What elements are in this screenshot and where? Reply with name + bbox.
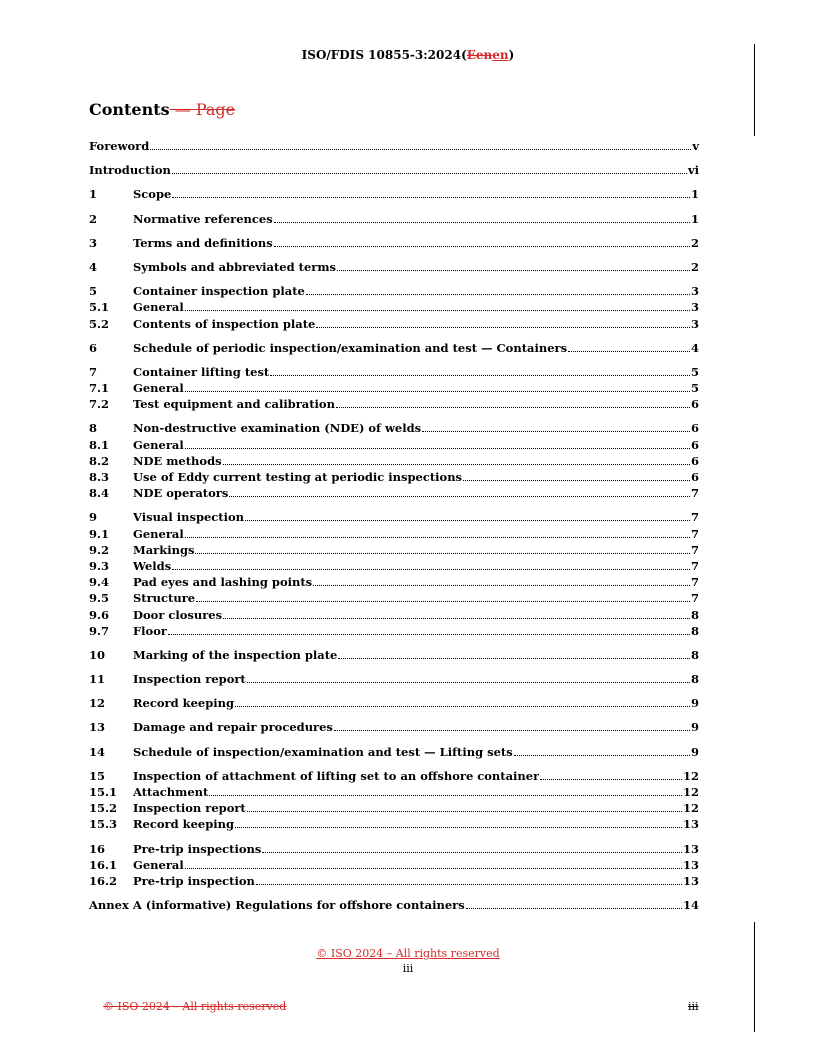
toc-dot-leader [223, 463, 690, 465]
toc-dot-leader [235, 705, 690, 707]
toc-dot-leader [247, 810, 682, 812]
toc-entry-page: 14 [682, 898, 699, 913]
toc-entry[interactable] [89, 719, 699, 735]
toc-entry-title: Marking of the inspection plate [133, 647, 338, 662]
inserted-language-code: en [492, 48, 509, 62]
toc-dot-leader [274, 221, 690, 223]
toc-dot-leader [334, 729, 690, 731]
toc-entry-number: 8 [89, 421, 98, 436]
toc-entry[interactable] [89, 768, 699, 784]
footer-copyright-deleted: © ISO 2024 – All rights reserved [103, 1000, 287, 1013]
toc-entry-page: 7 [690, 510, 699, 525]
toc-entry-number: 15.3 [89, 817, 118, 832]
toc-entry-page: 6 [690, 437, 699, 452]
toc-entry-title: General [133, 381, 184, 396]
toc-entry-title: Container lifting test [133, 364, 270, 379]
toc-entry-number: 15.1 [89, 785, 118, 799]
toc-entry[interactable] [89, 558, 699, 574]
toc-entry[interactable] [89, 469, 699, 485]
toc-entry-title: Pre-trip inspections [133, 841, 262, 856]
toc-entry[interactable] [89, 623, 699, 639]
toc-entry-page: 3 [690, 300, 699, 315]
document-id: ISO/FDIS 10855-3:2024( [301, 48, 467, 62]
toc-entry[interactable] [89, 509, 699, 525]
header-close-paren: ) [508, 48, 515, 62]
toc-entry-number: 9.5 [89, 591, 110, 606]
toc-entry[interactable] [89, 138, 699, 154]
toc-entry-number: 1 [89, 187, 98, 202]
toc-entry[interactable] [89, 316, 699, 332]
toc-entry-title: Inspection report [133, 672, 246, 687]
toc-entry-number: 6 [89, 340, 98, 355]
toc-entry[interactable] [89, 607, 699, 623]
toc-spacer [89, 736, 699, 744]
toc-entry-page: 1 [690, 187, 699, 202]
toc-dot-leader [196, 600, 690, 602]
toc-spacer [89, 154, 699, 162]
table-of-contents [89, 138, 699, 913]
toc-spacer [89, 203, 699, 211]
toc-spacer [89, 178, 699, 186]
toc-dot-leader [463, 479, 690, 481]
toc-dot-leader [514, 754, 690, 756]
toc-entry-page: 2 [690, 235, 699, 250]
footer-page-number-deleted: iii [688, 1000, 699, 1013]
deleted-language-code: Een [466, 48, 493, 62]
contents-title: Contents [89, 100, 170, 119]
toc-entry[interactable] [89, 420, 699, 436]
toc-entry[interactable] [89, 340, 699, 356]
toc-dot-leader [247, 681, 690, 683]
toc-dot-leader [235, 826, 682, 828]
toc-entry-page: 3 [690, 316, 699, 331]
toc-entry-number: 9.2 [89, 542, 110, 557]
toc-dot-leader [337, 269, 690, 271]
toc-dot-leader [185, 536, 690, 538]
toc-entry-title: Annex A (informative) Regulations for offshore containers [89, 898, 465, 913]
toc-entry[interactable] [89, 364, 699, 380]
toc-entry-number: 16.1 [89, 857, 118, 872]
toc-spacer [89, 227, 699, 235]
toc-entry[interactable] [89, 437, 699, 453]
toc-entry-number: 5.1 [89, 300, 110, 315]
toc-spacer [89, 251, 699, 259]
toc-entry-page: 7 [690, 591, 699, 606]
toc-entry-title: Pre-trip inspection [133, 873, 255, 888]
toc-entry[interactable] [89, 647, 699, 663]
toc-entry-title: NDE methods [133, 453, 222, 468]
toc-entry-number: 13 [89, 720, 106, 735]
toc-entry[interactable] [89, 695, 699, 711]
toc-entry[interactable] [89, 671, 699, 687]
toc-entry-page: v [692, 139, 699, 153]
toc-entry-title: Record keeping [133, 817, 235, 832]
toc-entry[interactable] [89, 526, 699, 542]
toc-dot-leader [172, 172, 687, 174]
toc-entry-title: Contents of inspection plate [133, 316, 316, 331]
toc-spacer [89, 356, 699, 364]
toc-entry-title: Damage and repair procedures [133, 720, 333, 735]
toc-entry[interactable] [89, 453, 699, 469]
deleted-page-label: — Page [169, 100, 236, 119]
toc-entry-number: 8.2 [89, 453, 110, 468]
toc-entry-number: 8.3 [89, 470, 110, 484]
toc-entry-number: 7 [89, 364, 98, 379]
toc-spacer [89, 639, 699, 647]
toc-dot-leader [540, 778, 682, 780]
toc-entry-page: 4 [690, 340, 699, 355]
toc-spacer [89, 760, 699, 768]
toc-entry-page: 5 [690, 381, 699, 396]
toc-entry-number: 5.2 [89, 316, 110, 331]
toc-entry-page: 7 [690, 542, 699, 557]
toc-entry-title: Schedule of periodic inspection/examination and test — Containers [133, 340, 568, 355]
toc-spacer [89, 501, 699, 509]
toc-entry[interactable] [89, 897, 699, 913]
toc-entry-title: Terms and definitions [133, 235, 273, 250]
footer-page-number: iii [402, 962, 414, 975]
toc-entry-page: 9 [690, 720, 699, 735]
toc-entry-title: Record keeping [133, 696, 235, 711]
toc-entry-number: 4 [89, 259, 98, 274]
toc-entry-title: Non-destructive examination (NDE) of welds [133, 421, 422, 436]
toc-entry-page: 7 [690, 486, 699, 501]
toc-dot-leader [262, 851, 682, 853]
toc-entry-title: Scope [133, 187, 172, 202]
toc-entry[interactable] [89, 744, 699, 760]
toc-entry-page: 7 [690, 558, 699, 573]
toc-entry-page: vi [687, 163, 699, 178]
toc-spacer [89, 332, 699, 340]
toc-entry-page: 2 [690, 259, 699, 274]
toc-entry-title: Structure [133, 591, 196, 606]
toc-dot-leader [195, 552, 690, 554]
toc-entry-number: 8.1 [89, 437, 110, 452]
toc-dot-leader [168, 633, 690, 635]
toc-entry-number: 9.7 [89, 623, 110, 638]
toc-entry-page: 8 [690, 607, 699, 622]
toc-entry-page: 12 [682, 785, 699, 799]
toc-entry-title: Door closures [133, 607, 223, 622]
toc-dot-leader [313, 584, 690, 586]
toc-entry-number: 8.4 [89, 486, 110, 501]
toc-entry-page: 13 [682, 841, 699, 856]
toc-entry-number: 14 [89, 744, 106, 759]
toc-entry-page: 13 [682, 873, 699, 888]
toc-entry-number: 15.2 [89, 801, 118, 816]
toc-entry-title: Welds [133, 558, 172, 573]
toc-entry[interactable] [89, 283, 699, 299]
toc-entry-number: 9 [89, 510, 98, 525]
toc-entry-page: 9 [690, 744, 699, 759]
toc-entry-title: Attachment [133, 785, 209, 799]
toc-entry-number: 7.2 [89, 397, 110, 412]
toc-dot-leader [150, 148, 691, 150]
toc-entry[interactable] [89, 259, 699, 275]
toc-entry-number: 9.3 [89, 558, 110, 573]
toc-dot-leader [185, 867, 682, 869]
toc-entry[interactable] [89, 800, 699, 816]
toc-entry-title: NDE operators [133, 486, 229, 501]
toc-entry-number: 3 [89, 235, 98, 250]
toc-entry[interactable] [89, 485, 699, 501]
toc-entry-title: General [133, 526, 184, 541]
toc-entry-number: 12 [89, 696, 106, 711]
toc-entry-title: General [133, 300, 184, 315]
toc-entry-title: Symbols and abbreviated terms [133, 259, 336, 274]
toc-entry[interactable] [89, 816, 699, 832]
toc-entry-number: 15 [89, 768, 106, 783]
toc-entry-page: 12 [682, 768, 699, 783]
toc-dot-leader [338, 657, 690, 659]
toc-entry-page: 13 [682, 857, 699, 872]
toc-entry-title: Use of Eddy current testing at periodic inspections [133, 470, 463, 484]
toc-spacer [89, 663, 699, 671]
toc-entry-page: 7 [690, 575, 699, 590]
toc-entry-title: Visual inspection [133, 510, 245, 525]
toc-entry-page: 3 [690, 284, 699, 299]
contents-heading [89, 100, 235, 119]
toc-dot-leader [172, 568, 690, 570]
toc-entry-number: 9.4 [89, 575, 110, 590]
change-bar-bottom [754, 922, 755, 1032]
toc-dot-leader [466, 907, 682, 909]
toc-spacer [89, 687, 699, 695]
toc-entry-title: Normative references [133, 211, 273, 226]
change-bar-top [754, 44, 755, 136]
toc-entry-page: 6 [690, 470, 699, 484]
toc-dot-leader [229, 495, 690, 497]
toc-entry[interactable] [89, 211, 699, 227]
toc-entry-page: 12 [682, 801, 699, 816]
toc-entry-page: 8 [690, 647, 699, 662]
toc-entry-number: 2 [89, 211, 98, 226]
toc-entry[interactable] [89, 574, 699, 590]
toc-entry[interactable] [89, 784, 699, 800]
toc-entry[interactable] [89, 186, 699, 202]
toc-entry-page: 9 [690, 696, 699, 711]
toc-entry-title: Inspection report [133, 801, 246, 816]
toc-entry[interactable] [89, 590, 699, 606]
toc-entry-number: 10 [89, 647, 106, 662]
toc-entry-title: General [133, 857, 184, 872]
toc-entry-page: 6 [690, 453, 699, 468]
toc-dot-leader [274, 245, 690, 247]
toc-entry[interactable] [89, 542, 699, 558]
toc-dot-leader [172, 196, 690, 198]
toc-entry[interactable] [89, 857, 699, 873]
toc-entry[interactable] [89, 396, 699, 412]
toc-entry-number: 9.1 [89, 526, 110, 541]
toc-entry[interactable] [89, 162, 699, 178]
toc-entry-page: 6 [690, 421, 699, 436]
toc-dot-leader [336, 406, 690, 408]
toc-entry-title: Floor [133, 623, 167, 638]
toc-entry-title: Container inspection plate [133, 284, 305, 299]
toc-entry-number: 16 [89, 841, 106, 856]
toc-dot-leader [223, 617, 690, 619]
toc-entry-page: 6 [690, 397, 699, 412]
toc-dot-leader [568, 350, 690, 352]
toc-dot-leader [316, 326, 690, 328]
toc-spacer [89, 275, 699, 283]
toc-entry-number: 7.1 [89, 381, 110, 396]
toc-dot-leader [209, 794, 682, 796]
toc-dot-leader [185, 309, 690, 311]
toc-entry[interactable] [89, 380, 699, 396]
toc-entry[interactable] [89, 873, 699, 889]
toc-spacer [89, 833, 699, 841]
toc-entry-page: 8 [690, 623, 699, 638]
toc-entry-number: 16.2 [89, 873, 118, 888]
toc-entry-page: 8 [690, 672, 699, 687]
footer-copyright-inserted: © ISO 2024 – All rights reserved [316, 947, 500, 960]
toc-entry-page: 1 [690, 211, 699, 226]
toc-entry-page: 7 [690, 526, 699, 541]
toc-spacer [89, 711, 699, 719]
toc-entry-title: Schedule of inspection/examination and test — Lifting sets [133, 744, 513, 759]
toc-entry-page: 13 [682, 817, 699, 832]
toc-entry-title: General [133, 437, 184, 452]
toc-entry-number: 5 [89, 284, 98, 299]
toc-dot-leader [422, 430, 690, 432]
document-header [0, 48, 816, 62]
toc-entry-title: Inspection of attachment of lifting set to an offshore container [133, 768, 540, 783]
toc-dot-leader [256, 883, 682, 885]
toc-dot-leader [185, 390, 690, 392]
toc-spacer [89, 889, 699, 897]
toc-entry-number: 9.6 [89, 607, 110, 622]
toc-entry-title: Pad eyes and lashing points [133, 575, 313, 590]
toc-dot-leader [185, 447, 690, 449]
toc-entry-page: 5 [690, 364, 699, 379]
toc-dot-leader [245, 519, 690, 521]
toc-dot-leader [306, 293, 690, 295]
toc-dot-leader [270, 374, 690, 376]
toc-entry-title: Foreword [89, 139, 150, 153]
toc-entry[interactable] [89, 235, 699, 251]
toc-entry-title: Test equipment and calibration [133, 397, 335, 412]
toc-entry[interactable] [89, 299, 699, 315]
toc-spacer [89, 412, 699, 420]
toc-entry-number: 11 [89, 672, 106, 687]
toc-entry-title: Introduction [89, 163, 171, 178]
toc-entry[interactable] [89, 841, 699, 857]
toc-entry-title: Markings [133, 542, 195, 557]
